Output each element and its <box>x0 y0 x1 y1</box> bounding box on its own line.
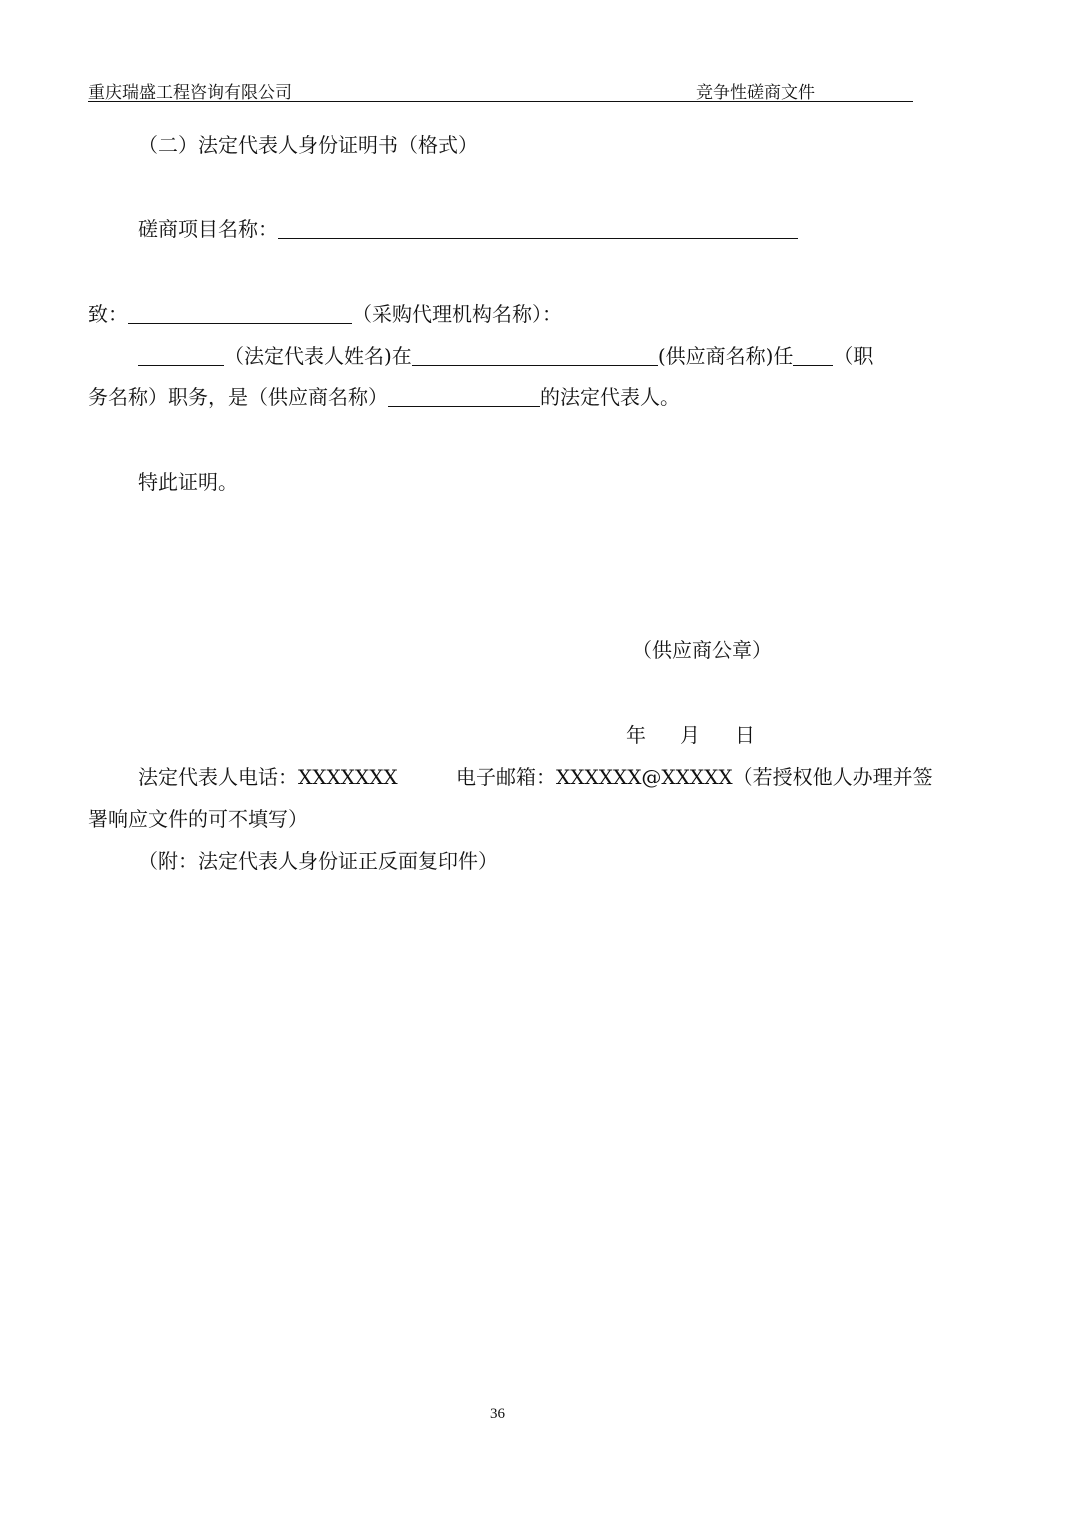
agency-name-blank[interactable] <box>128 301 352 324</box>
position-hint-end: 务名称）职务，是（供应商名称） <box>88 385 388 409</box>
date-day: 日 <box>735 723 755 747</box>
project-name-blank[interactable] <box>278 216 798 239</box>
header-company: 重庆瑞盛工程咨询有限公司 <box>88 83 292 103</box>
project-label: 磋商项目名称： <box>138 217 278 241</box>
position-blank[interactable] <box>793 343 833 366</box>
certify-text: 特此证明。 <box>138 470 238 494</box>
supplier-name-blank-2[interactable] <box>388 384 540 407</box>
supplier-hint: (供应商名称)任 <box>657 344 794 368</box>
form-title: （二）法定代表人身份证明书（格式） <box>138 133 478 157</box>
agency-hint: （采购代理机构名称）： <box>352 302 562 326</box>
position-hint-start: （职 <box>833 344 874 368</box>
to-label: 致： <box>88 302 128 326</box>
rep-phone: 法定代表人电话：XXXXXXX <box>138 765 398 789</box>
page-number: 36 <box>490 1406 505 1422</box>
rep-email: 电子邮箱：XXXXXX@XXXXX（若授权他人办理并签 <box>456 765 933 789</box>
date-year: 年 <box>626 723 646 747</box>
rep-email-note: 署响应文件的可不填写） <box>88 807 308 831</box>
date-month: 月 <box>680 723 700 747</box>
rep-name-hint: （法定代表人姓名)在 <box>224 344 412 368</box>
attachment-note: （附：法定代表人身份证正反面复印件） <box>138 849 498 873</box>
header-doc-type: 竞争性磋商文件 <box>696 83 815 103</box>
addressee-row <box>88 300 562 328</box>
project-name-row <box>138 215 798 243</box>
statement-line-1 <box>138 342 873 370</box>
statement-suffix: 的法定代表人。 <box>540 385 680 409</box>
header-rule <box>88 101 913 102</box>
statement-line-2 <box>88 383 680 411</box>
supplier-name-blank[interactable] <box>412 343 658 366</box>
rep-name-blank[interactable] <box>138 343 224 366</box>
supplier-seal-label: （供应商公章） <box>632 638 772 662</box>
